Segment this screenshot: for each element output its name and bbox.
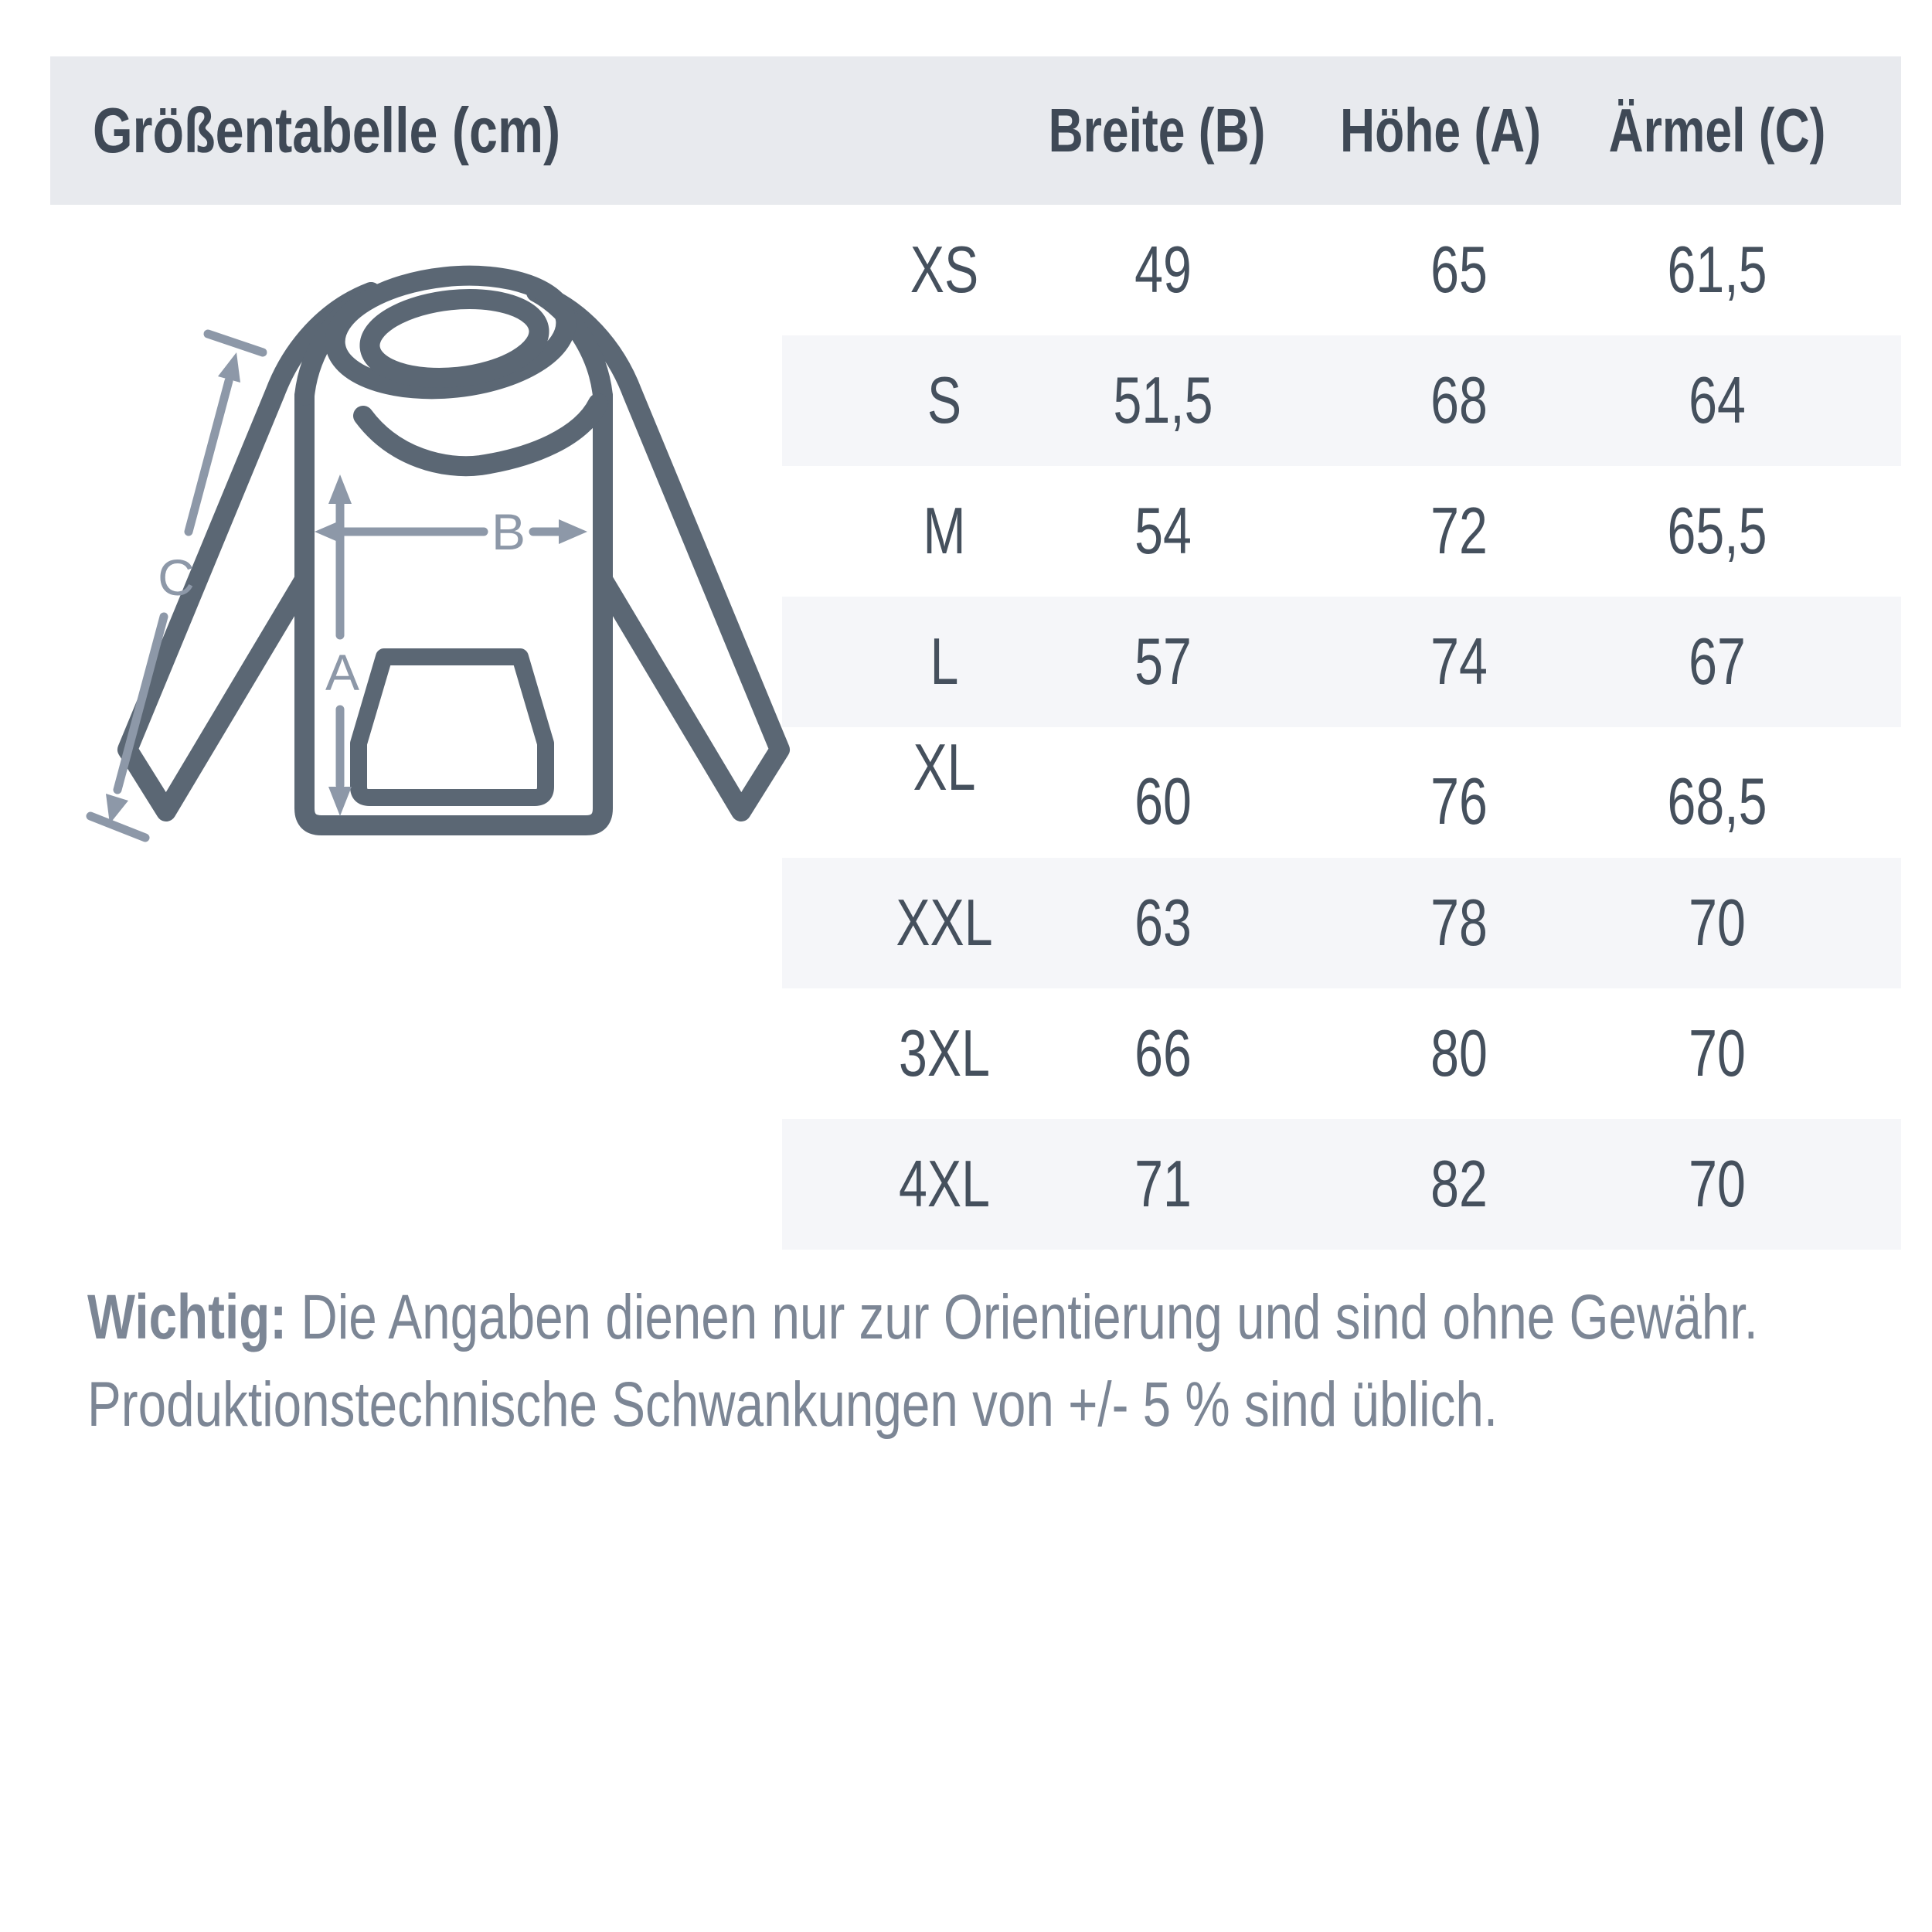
arrow-b-head-right [559, 519, 587, 544]
arrow-a-head-bottom [328, 787, 352, 816]
hoehe-value: 65 [1430, 233, 1488, 307]
column-header-hoehe: Höhe (A) [1340, 96, 1541, 165]
page-title [93, 56, 677, 205]
note-line2-text: Produktionstechnische Schwankungen von +/- 5 % sind üblich. [87, 1369, 1498, 1440]
size-label: XS [910, 233, 979, 307]
aermel-value: 64 [1689, 363, 1746, 437]
aermel-value: 61,5 [1667, 233, 1767, 307]
breite-value: 51,5 [1113, 363, 1213, 437]
sleeve-right [536, 292, 780, 811]
dim-label-c: C [158, 549, 195, 606]
hoehe-value: 80 [1430, 1016, 1488, 1090]
size-label: 4XL [899, 1147, 990, 1221]
note-bold: Wichtig: [87, 1282, 287, 1352]
aermel-value: 70 [1689, 1147, 1746, 1221]
aermel-value: 67 [1689, 624, 1746, 699]
arrow-c-head-top [218, 352, 240, 383]
note-line1-text: Die Angaben dienen nur zur Orientierung und sind ohne Gewähr. [287, 1282, 1758, 1352]
breite-value: 71 [1134, 1147, 1192, 1221]
arrow-b-head-left [315, 519, 343, 544]
hoehe-value: 72 [1430, 494, 1488, 568]
hoehe-value: 78 [1430, 886, 1488, 960]
aermel-value: 70 [1689, 886, 1746, 960]
pocket-outline [359, 657, 546, 798]
hood-drape [363, 403, 598, 466]
breite-value: 57 [1134, 624, 1192, 699]
aermel-value: 65,5 [1667, 494, 1767, 568]
breite-value: 60 [1134, 764, 1192, 838]
measurement-note [87, 1274, 1865, 1448]
table-row-4xl [0, 1119, 1932, 1250]
table-row-3xl [0, 988, 1932, 1119]
breite-value: 49 [1134, 233, 1192, 307]
size-label: M [923, 494, 966, 568]
aermel-value: 70 [1689, 1016, 1746, 1090]
hoehe-value: 76 [1430, 764, 1488, 838]
size-label: XXL [896, 886, 993, 960]
dim-label-a: A [325, 644, 360, 701]
column-header-breite: Breite (B) [1048, 96, 1266, 165]
arrow-a-head-top [328, 474, 352, 504]
hoehe-value: 82 [1430, 1147, 1488, 1221]
dim-label-b: B [491, 503, 526, 560]
arrow-c-head-bottom [106, 794, 128, 824]
size-label: S [927, 363, 962, 437]
breite-value: 63 [1134, 886, 1192, 960]
note-line-2 [87, 1361, 1865, 1448]
size-label: XL [913, 730, 976, 804]
breite-value: 54 [1134, 494, 1192, 568]
page-title-text: Größentabelle (cm) [93, 94, 561, 166]
size-label: L [930, 624, 959, 699]
hoehe-value: 68 [1430, 363, 1488, 437]
size-chart-header [50, 56, 1901, 205]
hoehe-value: 74 [1430, 624, 1488, 699]
breite-value: 66 [1134, 1016, 1192, 1090]
hoodie-diagram [46, 209, 804, 889]
aermel-value: 68,5 [1667, 764, 1767, 838]
size-label: 3XL [899, 1016, 990, 1090]
column-header-aermel: Ärmel (C) [1608, 96, 1826, 165]
note-line-1 [87, 1274, 1865, 1361]
